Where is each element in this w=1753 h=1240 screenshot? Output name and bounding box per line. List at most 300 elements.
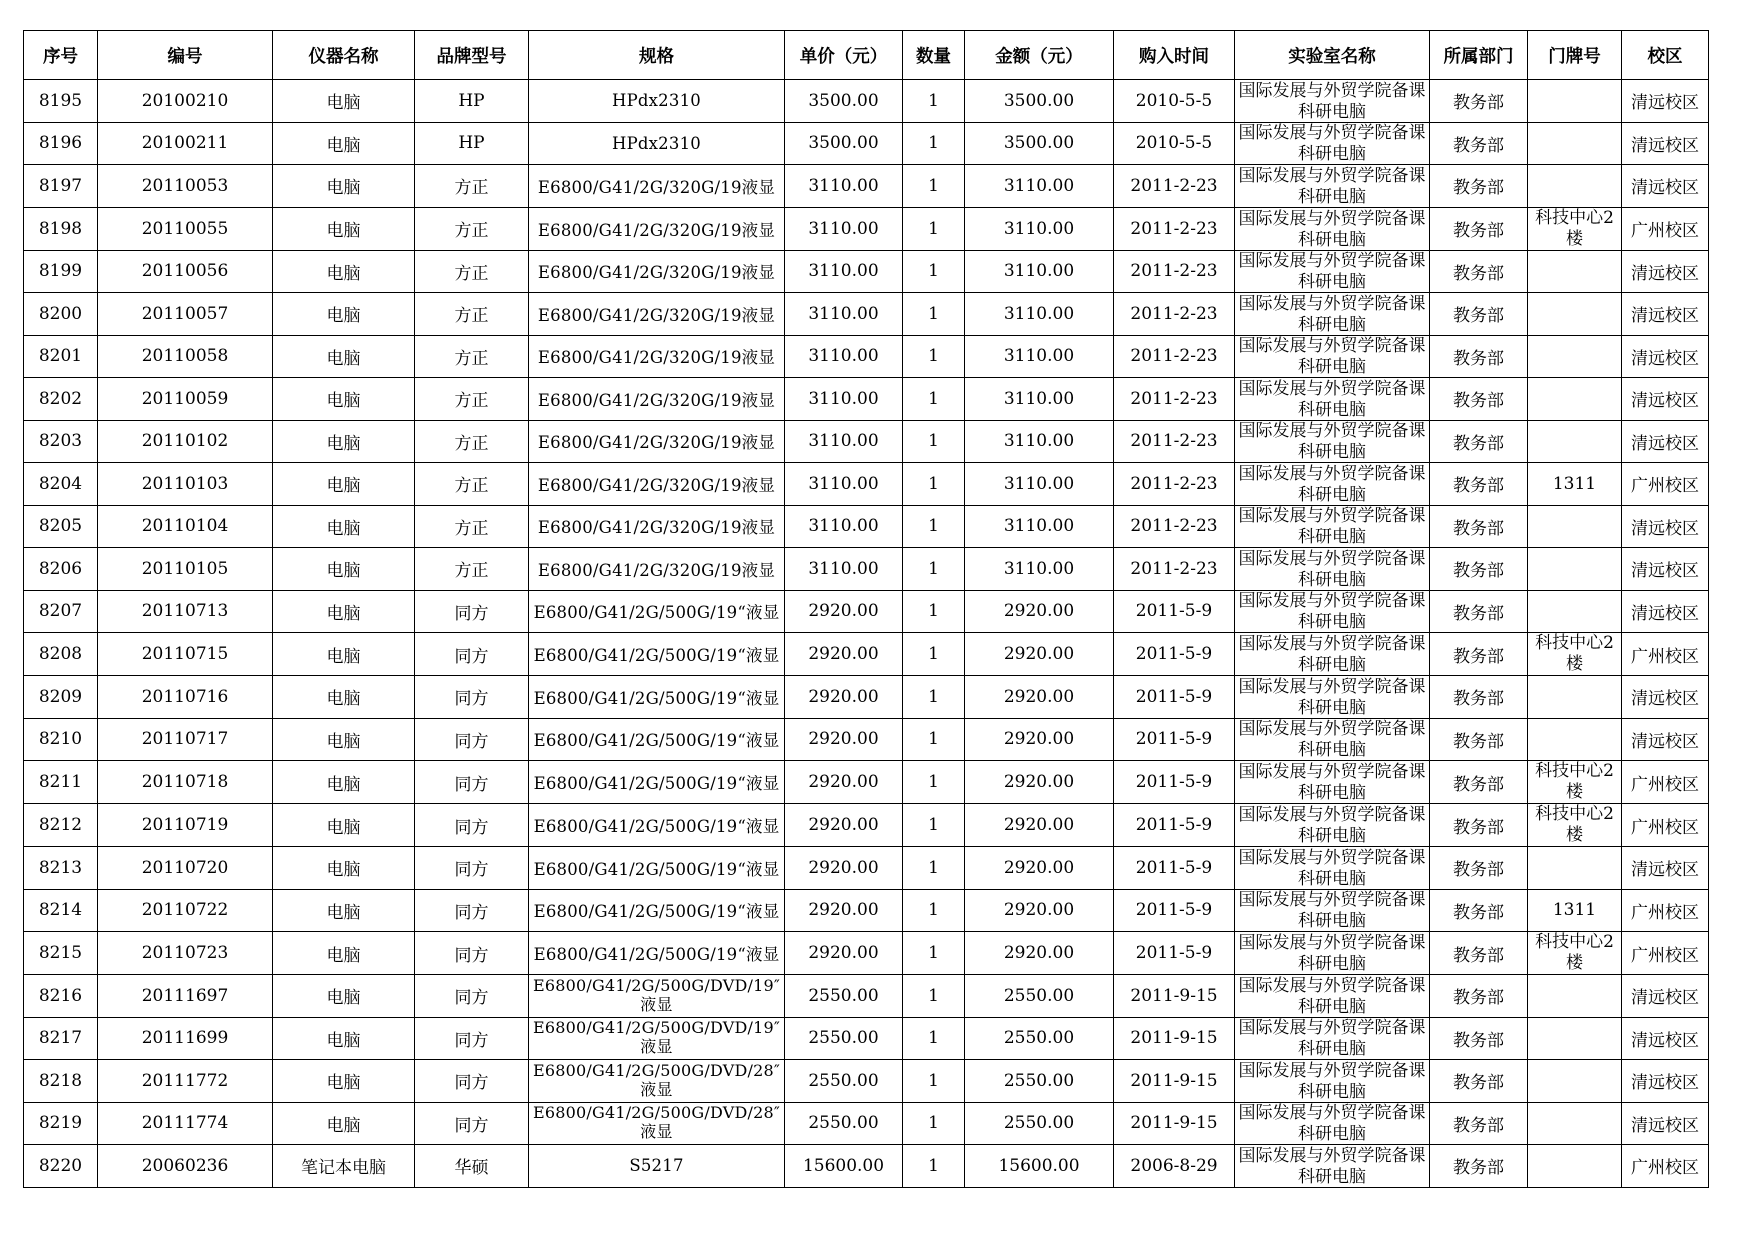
cell-spec: E6800/G41/2G/320G/19液显 bbox=[529, 293, 785, 336]
cell-amount: 3110.00 bbox=[965, 378, 1114, 421]
cell-brand-model: 方正 bbox=[415, 548, 529, 591]
cell-code: 20110058 bbox=[98, 335, 273, 378]
lab-name-text: 国际发展与外贸学院备课科研电脑 bbox=[1238, 762, 1426, 802]
cell-index: 8211 bbox=[24, 761, 98, 804]
cell-index: 8209 bbox=[24, 676, 98, 719]
table-row bbox=[24, 975, 1709, 1018]
cell-campus: 广州校区 bbox=[1622, 932, 1709, 975]
cell-lab-name bbox=[1235, 335, 1430, 378]
cell-unit-price: 3110.00 bbox=[785, 207, 903, 250]
cell-campus: 清远校区 bbox=[1622, 1017, 1709, 1060]
cell-lab-name bbox=[1235, 1017, 1430, 1060]
cell-campus: 清远校区 bbox=[1622, 590, 1709, 633]
header-cell-unit-price: 单价（元） bbox=[785, 31, 903, 80]
cell-instrument-name: 电脑 bbox=[273, 804, 415, 847]
cell-room-number bbox=[1528, 590, 1622, 633]
cell-index: 8212 bbox=[24, 804, 98, 847]
table-row bbox=[24, 250, 1709, 293]
cell-amount: 3110.00 bbox=[965, 207, 1114, 250]
header-row bbox=[24, 31, 1709, 80]
cell-unit-price: 2920.00 bbox=[785, 889, 903, 932]
cell-index: 8210 bbox=[24, 718, 98, 761]
cell-department: 教务部 bbox=[1430, 1145, 1528, 1188]
cell-code: 20111699 bbox=[98, 1017, 273, 1060]
cell-index: 8220 bbox=[24, 1145, 98, 1188]
cell-department: 教务部 bbox=[1430, 590, 1528, 633]
cell-instrument-name: 电脑 bbox=[273, 420, 415, 463]
cell-department: 教务部 bbox=[1430, 1060, 1528, 1103]
cell-purchase-date: 2011-2-23 bbox=[1114, 335, 1235, 378]
cell-lab-name bbox=[1235, 378, 1430, 421]
cell-unit-price: 2920.00 bbox=[785, 676, 903, 719]
cell-department: 教务部 bbox=[1430, 975, 1528, 1018]
cell-department: 教务部 bbox=[1430, 420, 1528, 463]
cell-amount: 2920.00 bbox=[965, 761, 1114, 804]
cell-instrument-name: 电脑 bbox=[273, 633, 415, 676]
cell-campus: 清远校区 bbox=[1622, 250, 1709, 293]
cell-index: 8215 bbox=[24, 932, 98, 975]
cell-code: 20111697 bbox=[98, 975, 273, 1018]
cell-instrument-name: 电脑 bbox=[273, 1060, 415, 1103]
cell-unit-price: 2920.00 bbox=[785, 804, 903, 847]
spec-text: E6800/G41/2G/500G/DVD/19″液显 bbox=[532, 1018, 781, 1057]
cell-spec: E6800/G41/2G/500G/19“液显 bbox=[529, 590, 785, 633]
cell-campus: 清远校区 bbox=[1622, 505, 1709, 548]
cell-quantity: 1 bbox=[903, 932, 965, 975]
table-row bbox=[24, 1017, 1709, 1060]
header-cell-code: 编号 bbox=[98, 31, 273, 80]
cell-unit-price: 3110.00 bbox=[785, 165, 903, 208]
cell-quantity: 1 bbox=[903, 975, 965, 1018]
cell-amount: 3110.00 bbox=[965, 335, 1114, 378]
lab-name-text: 国际发展与外贸学院备课科研电脑 bbox=[1238, 975, 1426, 1016]
cell-purchase-date: 2011-2-23 bbox=[1114, 207, 1235, 250]
cell-unit-price: 2920.00 bbox=[785, 718, 903, 761]
cell-spec: E6800/G41/2G/500G/19“液显 bbox=[529, 889, 785, 932]
cell-purchase-date: 2011-2-23 bbox=[1114, 548, 1235, 591]
cell-brand-model: 方正 bbox=[415, 505, 529, 548]
table-row bbox=[24, 80, 1709, 123]
cell-code: 20110102 bbox=[98, 420, 273, 463]
cell-room-number: 1311 bbox=[1528, 889, 1622, 932]
cell-spec: E6800/G41/2G/320G/19液显 bbox=[529, 548, 785, 591]
cell-unit-price: 2920.00 bbox=[785, 847, 903, 890]
table-row bbox=[24, 207, 1709, 250]
cell-brand-model: 同方 bbox=[415, 1060, 529, 1103]
cell-room-number bbox=[1528, 165, 1622, 208]
cell-quantity: 1 bbox=[903, 590, 965, 633]
cell-lab-name bbox=[1235, 1102, 1430, 1145]
cell-brand-model: 方正 bbox=[415, 335, 529, 378]
table-row bbox=[24, 122, 1709, 165]
cell-quantity: 1 bbox=[903, 804, 965, 847]
cell-room-number: 科技中心2楼 bbox=[1528, 761, 1622, 804]
cell-campus: 广州校区 bbox=[1622, 804, 1709, 847]
table-row bbox=[24, 633, 1709, 676]
cell-unit-price: 3110.00 bbox=[785, 548, 903, 591]
cell-quantity: 1 bbox=[903, 293, 965, 336]
cell-quantity: 1 bbox=[903, 633, 965, 676]
cell-purchase-date: 2011-2-23 bbox=[1114, 505, 1235, 548]
cell-department: 教务部 bbox=[1430, 889, 1528, 932]
cell-instrument-name: 电脑 bbox=[273, 590, 415, 633]
cell-index: 8197 bbox=[24, 165, 98, 208]
cell-quantity: 1 bbox=[903, 378, 965, 421]
cell-campus: 清远校区 bbox=[1622, 676, 1709, 719]
cell-instrument-name: 电脑 bbox=[273, 676, 415, 719]
cell-spec: E6800/G41/2G/320G/19液显 bbox=[529, 250, 785, 293]
cell-code: 20110056 bbox=[98, 250, 273, 293]
cell-code: 20110057 bbox=[98, 293, 273, 336]
lab-name-text: 国际发展与外贸学院备课科研电脑 bbox=[1238, 251, 1426, 292]
cell-index: 8218 bbox=[24, 1060, 98, 1103]
lab-name-text: 国际发展与外贸学院备课科研电脑 bbox=[1238, 719, 1426, 760]
cell-room-number: 科技中心2楼 bbox=[1528, 932, 1622, 975]
cell-amount: 2550.00 bbox=[965, 1102, 1114, 1145]
cell-brand-model: 同方 bbox=[415, 932, 529, 975]
header-cell-purchase-date: 购入时间 bbox=[1114, 31, 1235, 80]
cell-code: 20110722 bbox=[98, 889, 273, 932]
cell-amount: 2920.00 bbox=[965, 718, 1114, 761]
cell-index: 8205 bbox=[24, 505, 98, 548]
cell-quantity: 1 bbox=[903, 676, 965, 719]
lab-name-text: 国际发展与外贸学院备课科研电脑 bbox=[1238, 805, 1426, 845]
cell-instrument-name: 电脑 bbox=[273, 505, 415, 548]
table-row bbox=[24, 676, 1709, 719]
cell-spec: E6800/G41/2G/500G/19“液显 bbox=[529, 932, 785, 975]
cell-department: 教务部 bbox=[1430, 505, 1528, 548]
cell-quantity: 1 bbox=[903, 335, 965, 378]
cell-spec: E6800/G41/2G/320G/19液显 bbox=[529, 463, 785, 506]
cell-code: 20110053 bbox=[98, 165, 273, 208]
cell-room-number: 科技中心2楼 bbox=[1528, 804, 1622, 847]
cell-spec: E6800/G41/2G/320G/19液显 bbox=[529, 207, 785, 250]
lab-name-text: 国际发展与外贸学院备课科研电脑 bbox=[1238, 80, 1426, 121]
cell-lab-name bbox=[1235, 122, 1430, 165]
cell-lab-name bbox=[1235, 1060, 1430, 1103]
cell-code: 20110059 bbox=[98, 378, 273, 421]
lab-name-text: 国际发展与外贸学院备课科研电脑 bbox=[1238, 591, 1426, 632]
header-cell-lab-name: 实验室名称 bbox=[1235, 31, 1430, 80]
cell-amount: 2920.00 bbox=[965, 932, 1114, 975]
header-cell-department: 所属部门 bbox=[1430, 31, 1528, 80]
cell-spec: HPdx2310 bbox=[529, 122, 785, 165]
cell-index: 8198 bbox=[24, 207, 98, 250]
cell-lab-name bbox=[1235, 420, 1430, 463]
lab-name-text: 国际发展与外贸学院备课科研电脑 bbox=[1238, 293, 1426, 334]
cell-instrument-name: 电脑 bbox=[273, 548, 415, 591]
cell-spec: E6800/G41/2G/320G/19液显 bbox=[529, 165, 785, 208]
cell-unit-price: 3110.00 bbox=[785, 335, 903, 378]
spec-text: E6800/G41/2G/500G/DVD/28″液显 bbox=[532, 1103, 781, 1142]
table-row bbox=[24, 932, 1709, 975]
cell-instrument-name: 电脑 bbox=[273, 718, 415, 761]
cell-campus: 清远校区 bbox=[1622, 548, 1709, 591]
spec-text: E6800/G41/2G/500G/DVD/28″液显 bbox=[532, 1060, 781, 1099]
cell-lab-name bbox=[1235, 505, 1430, 548]
cell-campus: 清远校区 bbox=[1622, 122, 1709, 165]
cell-code: 20111774 bbox=[98, 1102, 273, 1145]
cell-unit-price: 2550.00 bbox=[785, 1017, 903, 1060]
cell-room-number bbox=[1528, 293, 1622, 336]
cell-code: 20110717 bbox=[98, 718, 273, 761]
lab-name-text: 国际发展与外贸学院备课科研电脑 bbox=[1238, 1145, 1426, 1186]
cell-lab-name bbox=[1235, 676, 1430, 719]
cell-code: 20110713 bbox=[98, 590, 273, 633]
cell-spec bbox=[529, 1060, 785, 1103]
cell-lab-name bbox=[1235, 975, 1430, 1018]
header-cell-room-number: 门牌号 bbox=[1528, 31, 1622, 80]
cell-code: 20110055 bbox=[98, 207, 273, 250]
table-row bbox=[24, 505, 1709, 548]
cell-spec: E6800/G41/2G/500G/19“液显 bbox=[529, 761, 785, 804]
cell-code: 20110715 bbox=[98, 633, 273, 676]
cell-brand-model: 方正 bbox=[415, 207, 529, 250]
cell-quantity: 1 bbox=[903, 80, 965, 123]
header-cell-index: 序号 bbox=[24, 31, 98, 80]
cell-code: 20110104 bbox=[98, 505, 273, 548]
cell-room-number bbox=[1528, 250, 1622, 293]
cell-instrument-name: 电脑 bbox=[273, 122, 415, 165]
cell-brand-model: HP bbox=[415, 122, 529, 165]
cell-brand-model: HP bbox=[415, 80, 529, 123]
lab-name-text: 国际发展与外贸学院备课科研电脑 bbox=[1238, 634, 1426, 674]
cell-lab-name bbox=[1235, 633, 1430, 676]
cell-department: 教务部 bbox=[1430, 804, 1528, 847]
cell-purchase-date: 2011-9-15 bbox=[1114, 1102, 1235, 1145]
cell-index: 8201 bbox=[24, 335, 98, 378]
cell-brand-model: 方正 bbox=[415, 463, 529, 506]
cell-department: 教务部 bbox=[1430, 378, 1528, 421]
cell-purchase-date: 2011-2-23 bbox=[1114, 378, 1235, 421]
cell-department: 教务部 bbox=[1430, 633, 1528, 676]
cell-room-number bbox=[1528, 1102, 1622, 1145]
cell-unit-price: 2550.00 bbox=[785, 1060, 903, 1103]
header-cell-spec: 规格 bbox=[529, 31, 785, 80]
cell-index: 8219 bbox=[24, 1102, 98, 1145]
cell-brand-model: 同方 bbox=[415, 633, 529, 676]
cell-instrument-name: 电脑 bbox=[273, 207, 415, 250]
cell-amount: 3500.00 bbox=[965, 122, 1114, 165]
cell-amount: 3110.00 bbox=[965, 420, 1114, 463]
cell-campus: 清远校区 bbox=[1622, 1102, 1709, 1145]
cell-amount: 2920.00 bbox=[965, 847, 1114, 890]
cell-purchase-date: 2006-8-29 bbox=[1114, 1145, 1235, 1188]
cell-department: 教务部 bbox=[1430, 718, 1528, 761]
cell-amount: 3500.00 bbox=[965, 80, 1114, 123]
cell-brand-model: 同方 bbox=[415, 1017, 529, 1060]
cell-brand-model: 方正 bbox=[415, 165, 529, 208]
table-row bbox=[24, 847, 1709, 890]
header-cell-instrument-name: 仪器名称 bbox=[273, 31, 415, 80]
cell-instrument-name: 电脑 bbox=[273, 80, 415, 123]
cell-room-number bbox=[1528, 1060, 1622, 1103]
table-row bbox=[24, 420, 1709, 463]
cell-spec: E6800/G41/2G/500G/19“液显 bbox=[529, 676, 785, 719]
lab-name-text: 国际发展与外贸学院备课科研电脑 bbox=[1238, 506, 1426, 547]
cell-amount: 3110.00 bbox=[965, 505, 1114, 548]
lab-name-text: 国际发展与外贸学院备课科研电脑 bbox=[1238, 1103, 1426, 1144]
cell-code: 20100211 bbox=[98, 122, 273, 165]
cell-room-number bbox=[1528, 548, 1622, 591]
cell-brand-model: 同方 bbox=[415, 889, 529, 932]
cell-index: 8206 bbox=[24, 548, 98, 591]
cell-room-number bbox=[1528, 676, 1622, 719]
header-cell-quantity: 数量 bbox=[903, 31, 965, 80]
cell-department: 教务部 bbox=[1430, 250, 1528, 293]
cell-quantity: 1 bbox=[903, 889, 965, 932]
cell-index: 8216 bbox=[24, 975, 98, 1018]
cell-index: 8217 bbox=[24, 1017, 98, 1060]
cell-campus: 清远校区 bbox=[1622, 80, 1709, 123]
cell-instrument-name: 电脑 bbox=[273, 250, 415, 293]
cell-code: 20110719 bbox=[98, 804, 273, 847]
lab-name-text: 国际发展与外贸学院备课科研电脑 bbox=[1238, 336, 1426, 377]
cell-brand-model: 同方 bbox=[415, 590, 529, 633]
cell-code: 20110723 bbox=[98, 932, 273, 975]
cell-instrument-name: 电脑 bbox=[273, 889, 415, 932]
cell-department: 教务部 bbox=[1430, 165, 1528, 208]
cell-room-number bbox=[1528, 1145, 1622, 1188]
cell-spec: E6800/G41/2G/320G/19液显 bbox=[529, 420, 785, 463]
cell-code: 20100210 bbox=[98, 80, 273, 123]
cell-amount: 3110.00 bbox=[965, 250, 1114, 293]
lab-name-text: 国际发展与外贸学院备课科研电脑 bbox=[1238, 1060, 1426, 1101]
cell-room-number bbox=[1528, 80, 1622, 123]
cell-quantity: 1 bbox=[903, 250, 965, 293]
cell-instrument-name: 电脑 bbox=[273, 847, 415, 890]
cell-brand-model: 方正 bbox=[415, 378, 529, 421]
cell-code: 20060236 bbox=[98, 1145, 273, 1188]
cell-purchase-date: 2011-2-23 bbox=[1114, 463, 1235, 506]
cell-spec: E6800/G41/2G/500G/19“液显 bbox=[529, 804, 785, 847]
cell-room-number: 科技中心2楼 bbox=[1528, 207, 1622, 250]
cell-brand-model: 同方 bbox=[415, 847, 529, 890]
cell-quantity: 1 bbox=[903, 1060, 965, 1103]
cell-spec: E6800/G41/2G/500G/19“液显 bbox=[529, 847, 785, 890]
cell-campus: 清远校区 bbox=[1622, 293, 1709, 336]
cell-index: 8214 bbox=[24, 889, 98, 932]
cell-amount: 2920.00 bbox=[965, 889, 1114, 932]
cell-index: 8202 bbox=[24, 378, 98, 421]
cell-campus: 广州校区 bbox=[1622, 889, 1709, 932]
cell-room-number bbox=[1528, 335, 1622, 378]
cell-lab-name bbox=[1235, 207, 1430, 250]
cell-campus: 清远校区 bbox=[1622, 975, 1709, 1018]
cell-instrument-name: 电脑 bbox=[273, 1102, 415, 1145]
cell-purchase-date: 2011-5-9 bbox=[1114, 804, 1235, 847]
lab-name-text: 国际发展与外贸学院备课科研电脑 bbox=[1238, 165, 1426, 206]
cell-purchase-date: 2011-5-9 bbox=[1114, 932, 1235, 975]
cell-lab-name bbox=[1235, 718, 1430, 761]
table-row bbox=[24, 761, 1709, 804]
cell-amount: 2920.00 bbox=[965, 804, 1114, 847]
header-cell-amount: 金额（元） bbox=[965, 31, 1114, 80]
cell-purchase-date: 2011-2-23 bbox=[1114, 420, 1235, 463]
cell-purchase-date: 2011-5-9 bbox=[1114, 590, 1235, 633]
cell-index: 8196 bbox=[24, 122, 98, 165]
cell-department: 教务部 bbox=[1430, 80, 1528, 123]
cell-campus: 广州校区 bbox=[1622, 761, 1709, 804]
cell-instrument-name: 电脑 bbox=[273, 165, 415, 208]
cell-brand-model: 同方 bbox=[415, 718, 529, 761]
cell-campus: 清远校区 bbox=[1622, 1060, 1709, 1103]
cell-instrument-name: 电脑 bbox=[273, 293, 415, 336]
lab-name-text: 国际发展与外贸学院备课科研电脑 bbox=[1238, 548, 1426, 589]
cell-index: 8195 bbox=[24, 80, 98, 123]
table-header bbox=[24, 31, 1709, 80]
cell-unit-price: 3110.00 bbox=[785, 505, 903, 548]
table-row bbox=[24, 718, 1709, 761]
cell-unit-price: 3110.00 bbox=[785, 420, 903, 463]
cell-purchase-date: 2011-5-9 bbox=[1114, 847, 1235, 890]
cell-room-number: 1311 bbox=[1528, 463, 1622, 506]
cell-spec: E6800/G41/2G/320G/19液显 bbox=[529, 335, 785, 378]
cell-department: 教务部 bbox=[1430, 1102, 1528, 1145]
cell-purchase-date: 2011-2-23 bbox=[1114, 293, 1235, 336]
cell-amount: 2550.00 bbox=[965, 1017, 1114, 1060]
cell-amount: 2920.00 bbox=[965, 676, 1114, 719]
cell-brand-model: 同方 bbox=[415, 761, 529, 804]
cell-room-number bbox=[1528, 1017, 1622, 1060]
cell-purchase-date: 2011-2-23 bbox=[1114, 165, 1235, 208]
cell-quantity: 1 bbox=[903, 1017, 965, 1060]
cell-room-number bbox=[1528, 975, 1622, 1018]
cell-department: 教务部 bbox=[1430, 122, 1528, 165]
lab-name-text: 国际发展与外贸学院备课科研电脑 bbox=[1238, 1018, 1426, 1059]
lab-name-text: 国际发展与外贸学院备课科研电脑 bbox=[1238, 676, 1426, 717]
table-row bbox=[24, 1145, 1709, 1188]
table-row bbox=[24, 889, 1709, 932]
cell-brand-model: 同方 bbox=[415, 1102, 529, 1145]
table-row bbox=[24, 335, 1709, 378]
cell-department: 教务部 bbox=[1430, 293, 1528, 336]
cell-instrument-name: 电脑 bbox=[273, 378, 415, 421]
cell-lab-name bbox=[1235, 847, 1430, 890]
cell-amount: 2920.00 bbox=[965, 633, 1114, 676]
cell-quantity: 1 bbox=[903, 505, 965, 548]
cell-department: 教务部 bbox=[1430, 761, 1528, 804]
cell-quantity: 1 bbox=[903, 548, 965, 591]
cell-unit-price: 2550.00 bbox=[785, 975, 903, 1018]
cell-instrument-name: 电脑 bbox=[273, 761, 415, 804]
cell-code: 20110105 bbox=[98, 548, 273, 591]
cell-quantity: 1 bbox=[903, 761, 965, 804]
cell-room-number bbox=[1528, 505, 1622, 548]
cell-unit-price: 3500.00 bbox=[785, 80, 903, 123]
table-row bbox=[24, 293, 1709, 336]
cell-code: 20110720 bbox=[98, 847, 273, 890]
cell-unit-price: 2920.00 bbox=[785, 633, 903, 676]
cell-instrument-name: 电脑 bbox=[273, 335, 415, 378]
lab-name-text: 国际发展与外贸学院备课科研电脑 bbox=[1238, 847, 1426, 888]
cell-instrument-name: 笔记本电脑 bbox=[273, 1145, 415, 1188]
cell-campus: 广州校区 bbox=[1622, 1145, 1709, 1188]
cell-room-number: 科技中心2楼 bbox=[1528, 633, 1622, 676]
cell-spec: E6800/G41/2G/320G/19液显 bbox=[529, 505, 785, 548]
cell-index: 8200 bbox=[24, 293, 98, 336]
cell-spec bbox=[529, 1102, 785, 1145]
cell-amount: 2550.00 bbox=[965, 975, 1114, 1018]
cell-unit-price: 2550.00 bbox=[785, 1102, 903, 1145]
cell-spec: E6800/G41/2G/320G/19液显 bbox=[529, 378, 785, 421]
cell-purchase-date: 2011-2-23 bbox=[1114, 250, 1235, 293]
cell-lab-name bbox=[1235, 80, 1430, 123]
cell-lab-name bbox=[1235, 250, 1430, 293]
header-cell-campus: 校区 bbox=[1622, 31, 1709, 80]
cell-purchase-date: 2010-5-5 bbox=[1114, 80, 1235, 123]
cell-code: 20110718 bbox=[98, 761, 273, 804]
